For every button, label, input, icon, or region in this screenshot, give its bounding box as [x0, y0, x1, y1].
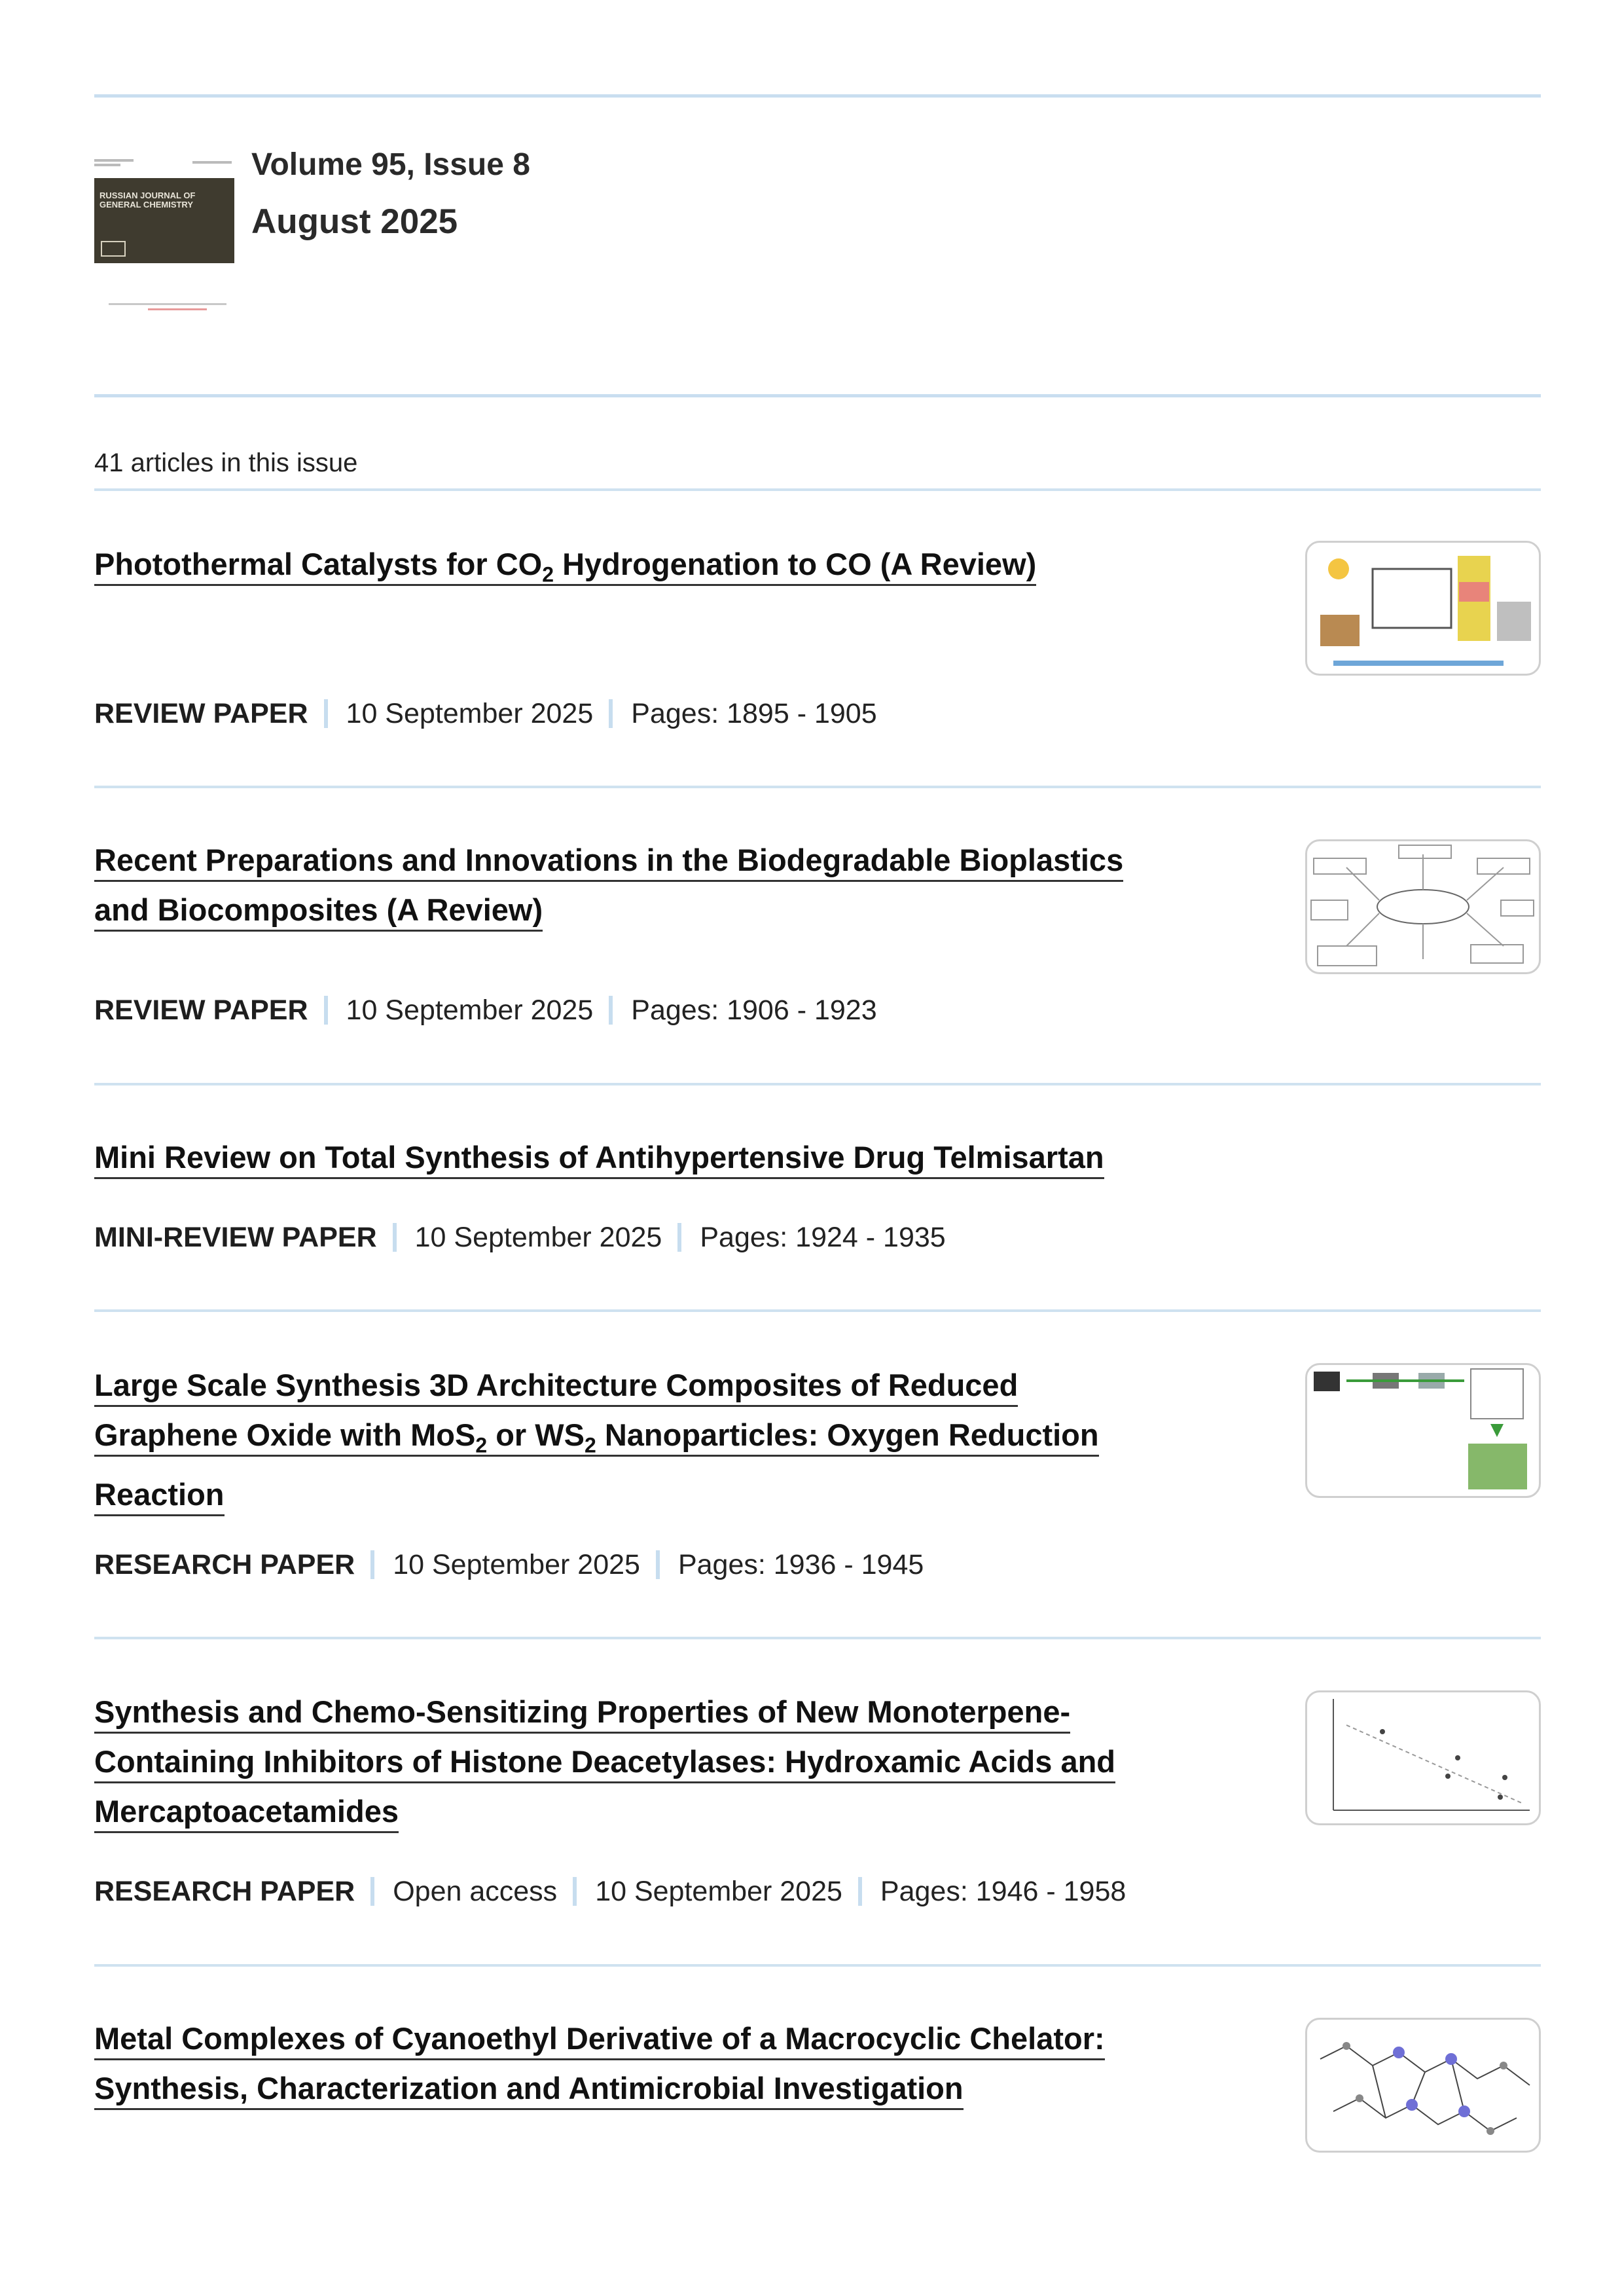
- article-type: REVIEW PAPER: [94, 698, 308, 729]
- abstract-diagram-icon: [1307, 1365, 1539, 1496]
- article-date: 10 September 2025: [595, 1876, 842, 1907]
- article-type: MINI-REVIEW PAPER: [94, 1222, 377, 1253]
- abstract-molecule-icon: [1307, 2020, 1539, 2151]
- article-title[interactable]: [94, 2014, 1220, 2113]
- separator: [393, 1223, 397, 1252]
- abstract-scatter-icon: [1307, 1692, 1539, 1823]
- separator: [677, 1223, 681, 1252]
- title-line[interactable]: Mini Review on Total Synthesis of Antihypertensive Drug Telmisartan: [94, 1140, 1104, 1179]
- separator: [324, 996, 328, 1025]
- article-divider: [94, 1309, 1541, 1312]
- article-meta: [94, 698, 877, 730]
- issue-month: August 2025: [251, 202, 458, 241]
- cover-header-lines: [94, 157, 234, 175]
- title-text: Graphene Oxide with MoS: [94, 1417, 476, 1452]
- abstract-diagram-icon: [1307, 841, 1539, 972]
- article-title[interactable]: [94, 1687, 1220, 1836]
- article-pages: Pages: 1906 - 1923: [631, 994, 877, 1026]
- article-title-link[interactable]: [94, 547, 1036, 586]
- separator: [324, 699, 328, 728]
- article-divider: [94, 1637, 1541, 1639]
- article-title[interactable]: [94, 1360, 1220, 1520]
- title-line[interactable]: Mercaptoacetamides: [94, 1794, 399, 1833]
- top-rule: [94, 94, 1541, 98]
- title-text: Hydrogenation to CO (A Review): [554, 547, 1037, 581]
- article-date: 10 September 2025: [346, 698, 594, 729]
- journal-cover-image[interactable]: [94, 157, 234, 329]
- article-date: 10 September 2025: [346, 994, 594, 1026]
- title-text: Nanoparticles: Oxygen Reduction: [596, 1417, 1099, 1452]
- article-divider: [94, 1964, 1541, 1967]
- article-access: Open access: [393, 1876, 558, 1907]
- article-meta: [94, 1876, 1126, 1908]
- subscript: 2: [475, 1433, 488, 1457]
- title-line[interactable]: Containing Inhibitors of Histone Deacetylases: Hydroxamic Acids and: [94, 1744, 1115, 1783]
- title-line[interactable]: and Biocomposites (A Review): [94, 892, 543, 932]
- separator: [656, 1550, 660, 1579]
- article-title[interactable]: [94, 1133, 1220, 1182]
- title-line[interactable]: Metal Complexes of Cyanoethyl Derivative of a Macrocyclic Chelator:: [94, 2021, 1105, 2060]
- article-meta: [94, 1549, 924, 1581]
- article-type: RESEARCH PAPER: [94, 1549, 355, 1580]
- separator: [609, 699, 613, 728]
- article-divider: [94, 1083, 1541, 1085]
- article-count: 41 articles in this issue: [94, 448, 358, 477]
- title-text: Photothermal Catalysts for CO: [94, 547, 543, 581]
- article-pages: Pages: 1924 - 1935: [700, 1222, 946, 1253]
- article-pages: Pages: 1895 - 1905: [631, 698, 877, 729]
- title-line[interactable]: Recent Preparations and Innovations in the Biodegradable Bioplastics: [94, 843, 1123, 882]
- count-rule: [94, 488, 1541, 491]
- article-date: 10 September 2025: [414, 1222, 662, 1253]
- article-graphical-abstract[interactable]: [1305, 1690, 1541, 1825]
- abstract-diagram-icon: [1307, 543, 1539, 674]
- separator: [370, 1877, 374, 1906]
- subscript: 2: [584, 1433, 596, 1457]
- title-line[interactable]: [94, 1417, 1099, 1457]
- article-graphical-abstract[interactable]: [1305, 2018, 1541, 2153]
- article-title[interactable]: [94, 539, 1220, 599]
- article-graphical-abstract[interactable]: [1305, 839, 1541, 974]
- header-bottom-rule: [94, 394, 1541, 397]
- article-type: RESEARCH PAPER: [94, 1876, 355, 1907]
- title-line[interactable]: Synthesis, Characterization and Antimicrobial Investigation: [94, 2071, 964, 2110]
- title-line[interactable]: Large Scale Synthesis 3D Architecture Composites of Reduced: [94, 1368, 1018, 1407]
- cover-publisher-lines: [109, 300, 226, 314]
- title-line[interactable]: Synthesis and Chemo-Sensitizing Properties of New Monoterpene-: [94, 1694, 1070, 1734]
- article-meta: [94, 994, 877, 1027]
- article-graphical-abstract[interactable]: [1305, 1363, 1541, 1498]
- title-text: or WS: [487, 1417, 585, 1452]
- article-pages: Pages: 1936 - 1945: [677, 1549, 924, 1580]
- separator: [573, 1877, 577, 1906]
- article-pages: Pages: 1946 - 1958: [880, 1876, 1126, 1907]
- separator: [370, 1550, 374, 1579]
- article-graphical-abstract[interactable]: [1305, 541, 1541, 676]
- article-type: REVIEW PAPER: [94, 994, 308, 1026]
- article-meta: [94, 1222, 946, 1254]
- separator: [609, 996, 613, 1025]
- article-title[interactable]: [94, 835, 1220, 935]
- article-divider: [94, 786, 1541, 788]
- issue-volume: Volume 95, Issue 8: [251, 147, 530, 182]
- cover-dark-block: [94, 178, 234, 263]
- subscript: 2: [542, 562, 554, 587]
- separator: [858, 1877, 862, 1906]
- title-line[interactable]: Reaction: [94, 1477, 225, 1516]
- cover-journal-title: RUSSIAN JOURNAL OF GENERAL CHEMISTRY: [99, 191, 196, 210]
- article-date: 10 September 2025: [393, 1549, 640, 1580]
- cover-badge: [101, 241, 126, 257]
